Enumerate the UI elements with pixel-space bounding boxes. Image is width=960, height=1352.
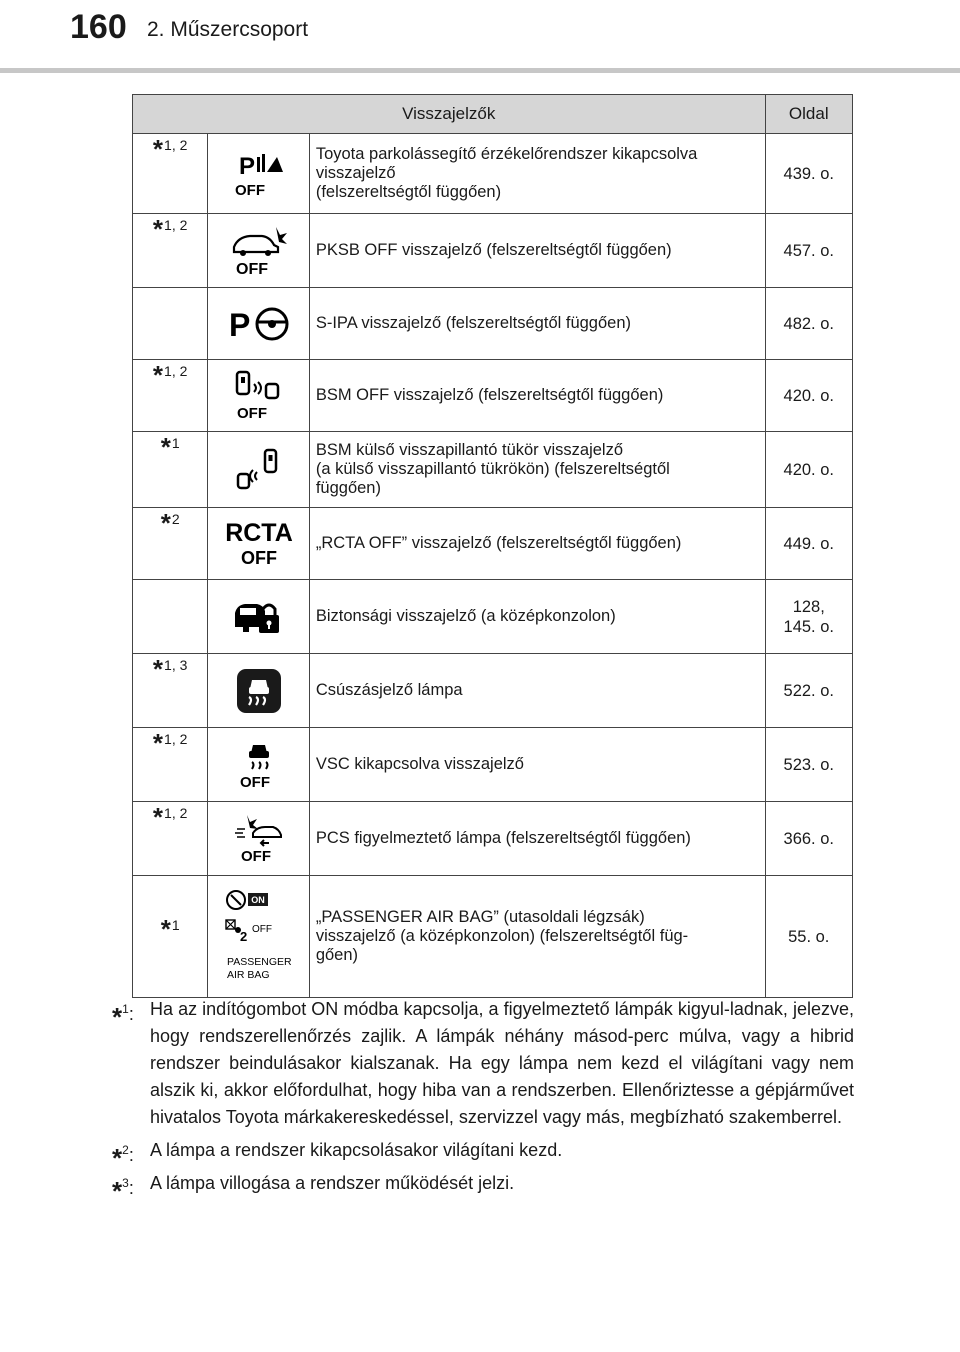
svg-text:ON: ON — [250, 894, 265, 905]
footnote-mark: *1 — [133, 432, 208, 508]
table-row — [133, 432, 853, 508]
row-description: Toyota parkolássegítő érzékelőrendszer kikapcsolva visszajelző (felszereltségtől függően) — [309, 134, 765, 214]
table-row — [133, 654, 853, 728]
footnote-mark: *1, 2 — [133, 728, 208, 802]
table-row — [133, 580, 853, 654]
page-ref: 522. o. — [765, 654, 853, 728]
page-ref: 523. o. — [765, 728, 853, 802]
footnote-mark: *1, 3 — [133, 654, 208, 728]
row-description: PCS figyelmeztető lámpa (felszereltségtől függően) — [309, 802, 765, 876]
svg-text:P: P — [228, 306, 250, 343]
page-ref: 439. o. — [765, 134, 853, 214]
svg-text:P: P — [238, 152, 255, 180]
security-icon — [208, 580, 310, 654]
footnote-mark: *1, 2 — [133, 802, 208, 876]
svg-text:RCTA: RCTA — [224, 518, 293, 547]
table-row — [133, 728, 853, 802]
chapter-title: 2. Műszercsoport — [147, 18, 309, 41]
table-row — [133, 876, 853, 998]
pksb-off-icon — [208, 214, 310, 288]
page-ref: 482. o. — [765, 288, 853, 360]
page-ref: 366. o. — [765, 802, 853, 876]
page-ref: 55. o. — [765, 876, 853, 998]
footnote-1: *$^1$: Ha az indítógombot ON módba kapcsolja, a figyelmeztető lámpák kigyul-ladnak, jelezve, hogy rendszerellenőrzés zajlik. A lámpák néhány másod-perc múlva, vagy a hibrid rendszer beindulásakor kialszanak. Ha egy lámpa nem kezd el világítani vagy nem alszik ki, akkor előfordulhat, hogy hiba van a rendszerben. Ellenőriztesse a gépjárművet hivatalos Toyota márkakereskedéssel, szervizzel vagy más, megbízható szakemberrel. — [112, 999, 854, 1127]
header-page: Oldal — [765, 95, 853, 134]
table-row — [133, 802, 853, 876]
table-row — [133, 214, 853, 288]
row-description: VSC kikapcsolva visszajelző — [309, 728, 765, 802]
footnote-mark: *1, 2 — [133, 134, 208, 214]
footnote-mark: *2 — [133, 508, 208, 580]
svg-text:OFF: OFF — [234, 181, 265, 199]
pcs-warning-icon — [208, 802, 310, 876]
svg-text:PASSENGER: PASSENGER — [226, 955, 292, 968]
page-ref: 128, 145. o. — [765, 580, 853, 654]
page-ref: 420. o. — [765, 360, 853, 432]
svg-text:OFF: OFF — [235, 260, 268, 277]
svg-text:OFF: OFF — [240, 547, 277, 568]
footnote-2: *$^2$: A lámpa a rendszer kikapcsolásakor világítani kezd. — [112, 1140, 563, 1173]
header-indicators: Visszajelzők — [133, 95, 766, 134]
svg-text:AIR BAG: AIR BAG — [226, 968, 270, 981]
table-row — [133, 288, 853, 360]
indicator-table — [132, 94, 853, 998]
footnotes — [112, 996, 854, 1206]
page-header — [0, 0, 960, 80]
page-ref: 449. o. — [765, 508, 853, 580]
footnote-mark — [133, 580, 208, 654]
bsm-off-icon — [208, 360, 310, 432]
table-header-row — [133, 95, 853, 134]
rcta-off-icon — [208, 508, 310, 580]
s-ipa-icon — [208, 288, 310, 360]
table-row — [133, 134, 853, 214]
svg-text:OFF: OFF — [240, 847, 271, 865]
passenger-airbag-icon — [208, 876, 310, 998]
svg-text:OFF: OFF — [236, 404, 267, 422]
parking-assist-off-icon — [208, 134, 310, 214]
footnote-mark: *1, 2 — [133, 214, 208, 288]
page-ref: 420. o. — [765, 432, 853, 508]
header-rule — [0, 68, 960, 73]
table-row — [133, 360, 853, 432]
row-description: „PASSENGER AIR BAG” (utasoldali légzsák) visszajelző (a középkonzolon) (felszereltségtől füg- gően) — [309, 876, 765, 998]
svg-text:2: 2 — [239, 928, 247, 944]
row-description: „RCTA OFF” visszajelző (felszereltségtől függően) — [309, 508, 765, 580]
row-description: PKSB OFF visszajelző (felszereltségtől függően) — [309, 214, 765, 288]
vsc-off-icon — [208, 728, 310, 802]
page-number: 160 — [70, 8, 127, 46]
row-description: Biztonsági visszajelző (a középkonzolon) — [309, 580, 765, 654]
footnote-3: *$^3$: A lámpa villogása a rendszer működését jelzi. — [112, 1173, 515, 1206]
table-row — [133, 508, 853, 580]
row-description: S-IPA visszajelző (felszereltségtől függően) — [309, 288, 765, 360]
page-ref: 457. o. — [765, 214, 853, 288]
svg-text:OFF: OFF — [251, 923, 272, 935]
row-description: BSM OFF visszajelző (felszereltségtől függően) — [309, 360, 765, 432]
svg-text:OFF: OFF — [239, 773, 270, 791]
footnote-mark: *1, 2 — [133, 360, 208, 432]
row-description: BSM külső visszapillantó tükör visszajelző (a külső visszapillantó tükrökön) (felszereltségtől függően) — [309, 432, 765, 508]
bsm-mirror-icon — [208, 432, 310, 508]
row-description: Csúszásjelző lámpa — [309, 654, 765, 728]
footnote-mark: *1 — [133, 876, 208, 998]
footnote-mark — [133, 288, 208, 360]
slip-indicator-icon — [208, 654, 310, 728]
